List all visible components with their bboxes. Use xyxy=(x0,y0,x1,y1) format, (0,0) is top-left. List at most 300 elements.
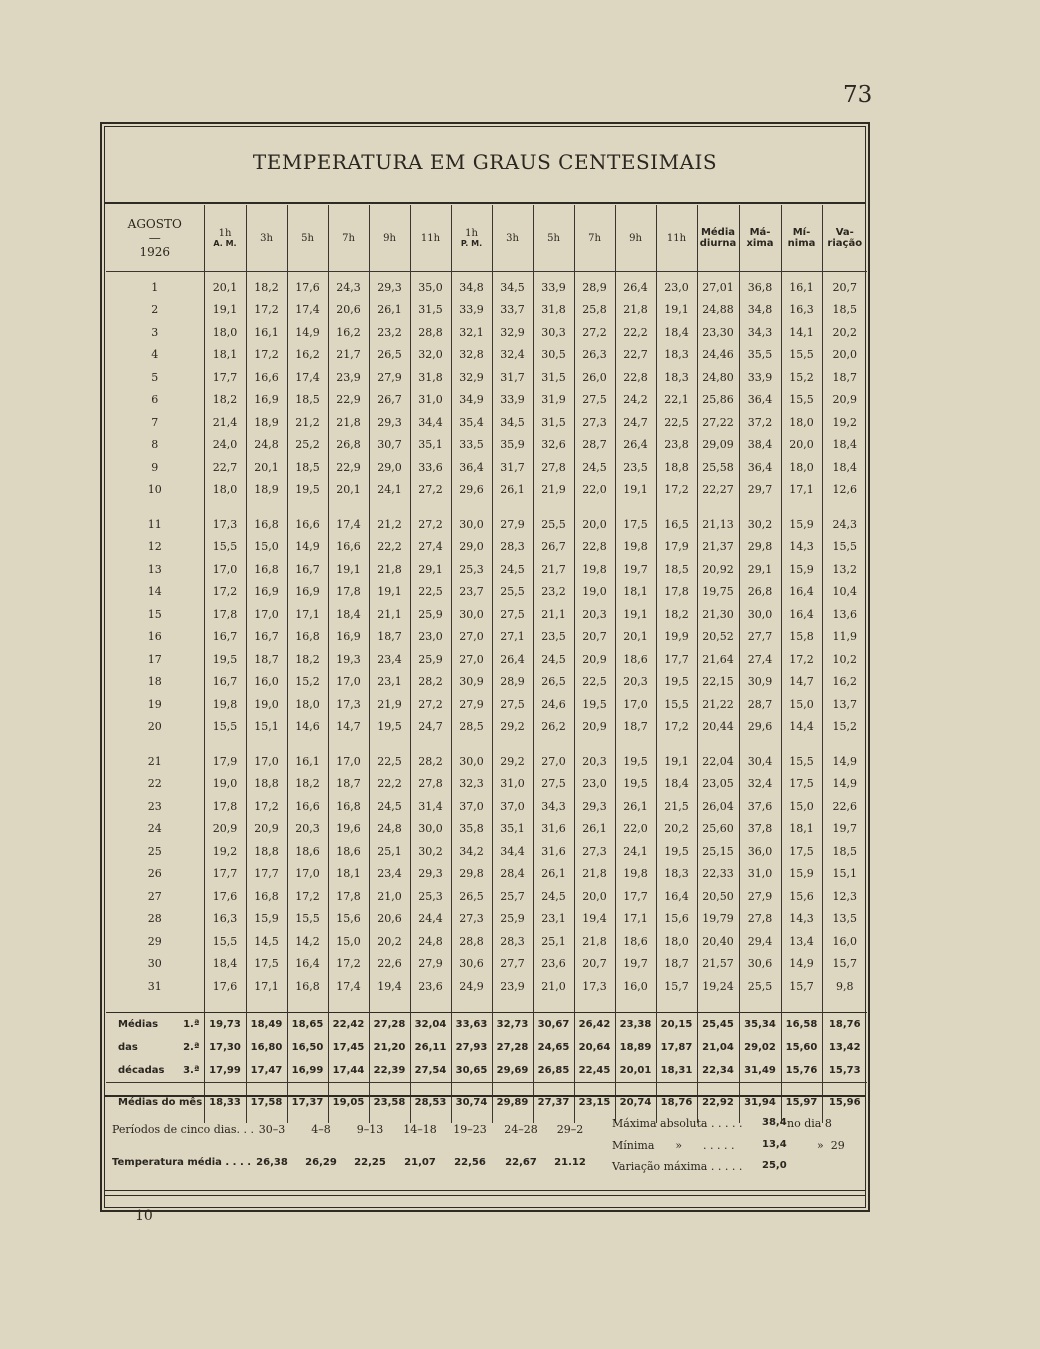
spacer-cell xyxy=(656,998,697,1013)
value-cell: 18,6 xyxy=(615,648,656,671)
media-value-cell: 15,60 xyxy=(781,1036,822,1059)
value-cell: 19,5 xyxy=(656,840,697,863)
table-row xyxy=(106,456,867,479)
hour-header: 1h A. M. xyxy=(204,205,246,272)
value-cell: 21,1 xyxy=(533,603,574,626)
table-row xyxy=(106,626,867,649)
value-cell: 30,0 xyxy=(739,603,781,626)
media-value-cell: 23,38 xyxy=(615,1012,656,1036)
value-cell: 33,7 xyxy=(492,299,533,322)
value-cell: 26,04 xyxy=(697,795,739,818)
value-cell: 14,9 xyxy=(287,536,328,559)
value-cell: 18,5 xyxy=(287,389,328,412)
value-cell: 15,6 xyxy=(328,908,369,931)
value-cell: 22,0 xyxy=(574,479,615,502)
spacer-cell xyxy=(246,738,287,750)
period-temp: 26,38 xyxy=(256,1157,288,1168)
value-cell: 15,7 xyxy=(656,975,697,998)
value-cell: 37,0 xyxy=(451,795,492,818)
value-cell: 21,30 xyxy=(697,603,739,626)
value-cell: 20,1 xyxy=(328,479,369,502)
value-cell: 33,9 xyxy=(451,299,492,322)
spacer-cell xyxy=(739,998,781,1013)
spacer-cell xyxy=(451,998,492,1013)
value-cell: 19,1 xyxy=(656,299,697,322)
day-cell: 23 xyxy=(147,799,162,813)
value-cell: 25,60 xyxy=(697,818,739,841)
day-cell: 27 xyxy=(147,889,162,903)
value-cell: 22,04 xyxy=(697,750,739,773)
value-cell: 17,0 xyxy=(615,693,656,716)
media-mes-value-cell: 20,74 xyxy=(615,1082,656,1123)
media-value-cell: 29,69 xyxy=(492,1059,533,1083)
value-cell: 31,0 xyxy=(410,389,451,412)
value-cell: 15,2 xyxy=(287,671,328,694)
value-cell: 18,4 xyxy=(204,953,246,976)
media-value-cell: 20,64 xyxy=(574,1036,615,1059)
value-cell: 22,5 xyxy=(369,750,410,773)
media-value-cell: 30,65 xyxy=(451,1059,492,1083)
value-cell: 15,5 xyxy=(287,908,328,931)
value-cell: 17,8 xyxy=(204,795,246,818)
value-cell: 19,1 xyxy=(615,479,656,502)
table-row xyxy=(106,930,867,953)
media-value-cell: 16,58 xyxy=(781,1012,822,1036)
value-cell: 17,2 xyxy=(287,885,328,908)
value-cell: 36,8 xyxy=(739,276,781,299)
day-cell: 22 xyxy=(147,777,162,791)
value-cell: 21,4 xyxy=(204,411,246,434)
value-cell: 20,0 xyxy=(781,434,822,457)
value-cell: 20,9 xyxy=(246,818,287,841)
value-cell: 25,5 xyxy=(739,975,781,998)
value-cell: 19,6 xyxy=(328,818,369,841)
page-number: 73 xyxy=(843,82,873,108)
value-cell: 22,1 xyxy=(656,389,697,412)
value-cell: 13,4 xyxy=(781,930,822,953)
value-cell: 19,0 xyxy=(204,773,246,796)
value-cell: 19,24 xyxy=(697,975,739,998)
value-cell: 13,2 xyxy=(822,558,867,581)
media-mes-value-cell: 22,92 xyxy=(697,1082,739,1123)
value-cell: 29,09 xyxy=(697,434,739,457)
value-cell: 15,1 xyxy=(822,863,867,886)
value-cell: 32,9 xyxy=(451,366,492,389)
value-cell: 27,9 xyxy=(410,953,451,976)
value-cell: 19,1 xyxy=(615,603,656,626)
medias-decada-label xyxy=(106,1036,204,1059)
value-cell: 23,30 xyxy=(697,321,739,344)
value-cell: 19,5 xyxy=(615,750,656,773)
table-row xyxy=(106,276,867,299)
hour-header: 7h xyxy=(574,205,615,272)
spacer-cell xyxy=(822,998,867,1013)
value-cell: 18,5 xyxy=(287,456,328,479)
value-cell: 17,4 xyxy=(287,299,328,322)
value-cell: 21,57 xyxy=(697,953,739,976)
value-cell: 21,7 xyxy=(328,344,369,367)
value-cell: 23,8 xyxy=(656,434,697,457)
value-cell: 23,05 xyxy=(697,773,739,796)
table-row xyxy=(106,840,867,863)
value-cell: 21,8 xyxy=(574,930,615,953)
value-cell: 15,5 xyxy=(204,716,246,739)
value-cell: 18,2 xyxy=(204,389,246,412)
value-cell: 17,2 xyxy=(246,299,287,322)
value-cell: 17,0 xyxy=(287,863,328,886)
value-cell: 29,7 xyxy=(739,479,781,502)
spacer-cell xyxy=(822,738,867,750)
value-cell: 31,5 xyxy=(533,366,574,389)
value-cell: 24,7 xyxy=(615,411,656,434)
footer-number: 10 xyxy=(135,1208,153,1224)
value-cell: 17,7 xyxy=(204,366,246,389)
value-cell: 25,1 xyxy=(369,840,410,863)
value-cell: 16,7 xyxy=(246,626,287,649)
decada-number: 2.ª xyxy=(183,1041,200,1053)
value-cell: 19,5 xyxy=(287,479,328,502)
value-cell: 27,9 xyxy=(492,513,533,536)
value-cell: 22,5 xyxy=(656,411,697,434)
value-cell: 20,50 xyxy=(697,885,739,908)
value-cell: 19,75 xyxy=(697,581,739,604)
spacer-cell xyxy=(533,738,574,750)
media-value-cell: 33,63 xyxy=(451,1012,492,1036)
media-mes-value-cell: 19,05 xyxy=(328,1082,369,1123)
value-cell: 16,4 xyxy=(781,581,822,604)
media-value-cell: 15,73 xyxy=(822,1059,867,1083)
value-cell: 24,8 xyxy=(410,930,451,953)
spacer-cell xyxy=(410,998,451,1013)
spacer-cell xyxy=(781,501,822,513)
media-value-cell: 32,04 xyxy=(410,1012,451,1036)
hour-header: 3h xyxy=(246,205,287,272)
media-mes-value-cell: 28,53 xyxy=(410,1082,451,1123)
value-cell: 15,5 xyxy=(822,536,867,559)
day-cell: 25 xyxy=(147,844,162,858)
value-cell: 23,4 xyxy=(369,648,410,671)
value-cell: 16,7 xyxy=(204,671,246,694)
value-cell: 14,7 xyxy=(781,671,822,694)
value-cell: 38,4 xyxy=(739,434,781,457)
minima-header: Mí-nima xyxy=(781,205,822,272)
value-cell: 27,2 xyxy=(574,321,615,344)
value-cell: 16,9 xyxy=(246,581,287,604)
value-cell: 20,40 xyxy=(697,930,739,953)
spacer-cell xyxy=(328,998,369,1013)
value-cell: 24,46 xyxy=(697,344,739,367)
value-cell: 18,0 xyxy=(781,411,822,434)
value-cell: 14,9 xyxy=(781,953,822,976)
value-cell: 26,5 xyxy=(533,671,574,694)
value-cell: 29,8 xyxy=(739,536,781,559)
value-cell: 24,3 xyxy=(328,276,369,299)
value-cell: 29,0 xyxy=(369,456,410,479)
value-cell: 30,4 xyxy=(739,750,781,773)
value-cell: 20,9 xyxy=(574,716,615,739)
medias-mes-label: Médias do mês xyxy=(106,1082,204,1123)
value-cell: 29,3 xyxy=(410,863,451,886)
value-cell: 17,9 xyxy=(656,536,697,559)
value-cell: 30,0 xyxy=(451,750,492,773)
value-cell: 26,4 xyxy=(615,276,656,299)
maxima-header: Má-xima xyxy=(739,205,781,272)
value-cell: 31,6 xyxy=(533,840,574,863)
spacer-cell xyxy=(697,738,739,750)
day-cell: 30 xyxy=(147,957,162,971)
value-cell: 15,5 xyxy=(204,930,246,953)
value-cell: 24,0 xyxy=(204,434,246,457)
value-cell: 19,1 xyxy=(369,581,410,604)
value-cell: 12,6 xyxy=(822,479,867,502)
media-mes-value-cell: 17,37 xyxy=(287,1082,328,1123)
value-cell: 19,7 xyxy=(822,818,867,841)
variacao-maxima-value: 25,0 xyxy=(762,1160,787,1171)
minima-suffix: » 29 xyxy=(817,1139,845,1152)
spacer-cell xyxy=(492,738,533,750)
spacer-cell xyxy=(574,998,615,1013)
media-mes-value-cell: 27,37 xyxy=(533,1082,574,1123)
media-value-cell: 17,99 xyxy=(204,1059,246,1083)
period-range: 9–13 xyxy=(356,1123,384,1136)
value-cell: 19,0 xyxy=(246,693,287,716)
value-cell: 15,5 xyxy=(204,536,246,559)
spacer-cell xyxy=(369,998,410,1013)
value-cell: 26,1 xyxy=(615,795,656,818)
value-cell: 24,9 xyxy=(451,975,492,998)
value-cell: 20,9 xyxy=(574,648,615,671)
value-cell: 22,2 xyxy=(369,536,410,559)
value-cell: 23,0 xyxy=(410,626,451,649)
value-cell: 18,4 xyxy=(822,456,867,479)
spacer-cell xyxy=(615,738,656,750)
value-cell: 18,4 xyxy=(822,434,867,457)
value-cell: 17,6 xyxy=(204,885,246,908)
value-cell: 21,0 xyxy=(533,975,574,998)
value-cell: 19,8 xyxy=(204,693,246,716)
media-value-cell: 18,49 xyxy=(246,1012,287,1036)
medias-gap xyxy=(106,998,867,1013)
value-cell: 22,7 xyxy=(204,456,246,479)
medias-decada-row xyxy=(106,1012,867,1036)
value-cell: 32,8 xyxy=(451,344,492,367)
day-cell: 4 xyxy=(151,348,159,362)
spacer-cell xyxy=(781,738,822,750)
media-value-cell: 29,02 xyxy=(739,1036,781,1059)
day-cell: 11 xyxy=(147,517,162,531)
media-value-cell: 26,85 xyxy=(533,1059,574,1083)
value-cell: 17,2 xyxy=(204,581,246,604)
value-cell: 29,3 xyxy=(369,411,410,434)
month-header xyxy=(106,205,204,272)
value-cell: 14,3 xyxy=(781,536,822,559)
value-cell: 14,5 xyxy=(246,930,287,953)
value-cell: 16,9 xyxy=(328,626,369,649)
day-cell: 9 xyxy=(151,460,159,474)
value-cell: 18,0 xyxy=(204,479,246,502)
value-cell: 32,6 xyxy=(533,434,574,457)
value-cell: 29,2 xyxy=(492,750,533,773)
value-cell: 34,5 xyxy=(492,276,533,299)
value-cell: 20,1 xyxy=(246,456,287,479)
spacer-cell xyxy=(656,738,697,750)
day-cell: 17 xyxy=(147,652,162,666)
value-cell: 24,7 xyxy=(410,716,451,739)
value-cell: 19,5 xyxy=(574,693,615,716)
value-cell: 32,4 xyxy=(492,344,533,367)
period-temp: 22,67 xyxy=(505,1157,537,1168)
value-cell: 26,5 xyxy=(451,885,492,908)
value-cell: 26,3 xyxy=(574,344,615,367)
value-cell: 29,6 xyxy=(739,716,781,739)
value-cell: 21,2 xyxy=(287,411,328,434)
value-cell: 16,7 xyxy=(287,558,328,581)
value-cell: 23,5 xyxy=(615,456,656,479)
value-cell: 37,2 xyxy=(739,411,781,434)
value-cell: 9,8 xyxy=(822,975,867,998)
media-value-cell: 22,45 xyxy=(574,1059,615,1083)
spacer-cell xyxy=(739,501,781,513)
periodos-label: Períodos de cinco dias. . . xyxy=(112,1123,254,1136)
value-cell: 15,8 xyxy=(781,626,822,649)
table-row xyxy=(106,344,867,367)
hour-header: 7h xyxy=(328,205,369,272)
value-cell: 19,1 xyxy=(204,299,246,322)
value-cell: 23,1 xyxy=(533,908,574,931)
value-cell: 24,5 xyxy=(533,648,574,671)
spacer-cell xyxy=(781,998,822,1013)
value-cell: 27,8 xyxy=(533,456,574,479)
value-cell: 24,1 xyxy=(369,479,410,502)
value-cell: 23,5 xyxy=(533,626,574,649)
value-cell: 36,0 xyxy=(739,840,781,863)
value-cell: 27,9 xyxy=(369,366,410,389)
media-value-cell: 16,50 xyxy=(287,1036,328,1059)
value-cell: 17,2 xyxy=(781,648,822,671)
maxima-absoluta-label: Máxima absoluta . . . . . xyxy=(612,1117,743,1130)
value-cell: 14,4 xyxy=(781,716,822,739)
value-cell: 34,9 xyxy=(451,389,492,412)
spacer-cell xyxy=(204,501,246,513)
value-cell: 17,7 xyxy=(204,863,246,886)
hour-header: 1h P. M. xyxy=(451,205,492,272)
value-cell: 18,7 xyxy=(615,716,656,739)
value-cell: 32,3 xyxy=(451,773,492,796)
media-mes-value-cell: 23,15 xyxy=(574,1082,615,1123)
medias-decada-label xyxy=(106,1059,204,1083)
value-cell: 20,7 xyxy=(822,276,867,299)
media-value-cell: 17,47 xyxy=(246,1059,287,1083)
value-cell: 27,7 xyxy=(739,626,781,649)
value-cell: 16,2 xyxy=(328,321,369,344)
table-row xyxy=(106,536,867,559)
value-cell: 20,7 xyxy=(574,626,615,649)
media-value-cell: 20,15 xyxy=(656,1012,697,1036)
value-cell: 15,0 xyxy=(781,795,822,818)
value-cell: 33,9 xyxy=(492,389,533,412)
value-cell: 25,9 xyxy=(492,908,533,931)
value-cell: 35,5 xyxy=(739,344,781,367)
value-cell: 26,1 xyxy=(533,863,574,886)
value-cell: 30,9 xyxy=(451,671,492,694)
value-cell: 33,9 xyxy=(739,366,781,389)
value-cell: 29,0 xyxy=(451,536,492,559)
day-cell: 24 xyxy=(147,822,162,836)
spacer-cell xyxy=(287,998,328,1013)
value-cell: 27,5 xyxy=(492,603,533,626)
media-diurna-header: Média diurna xyxy=(697,205,739,272)
value-cell: 16,8 xyxy=(287,975,328,998)
value-cell: 18,4 xyxy=(656,773,697,796)
medias-mes-row xyxy=(106,1082,867,1123)
value-cell: 30,3 xyxy=(533,321,574,344)
variacao-header: Va-riação xyxy=(822,205,867,272)
table-row xyxy=(106,389,867,412)
value-cell: 17,0 xyxy=(204,558,246,581)
media-mes-value-cell: 30,74 xyxy=(451,1082,492,1123)
year-label: 1926 xyxy=(139,245,171,259)
value-cell: 19,8 xyxy=(615,536,656,559)
value-cell: 29,3 xyxy=(369,276,410,299)
value-cell: 16,9 xyxy=(246,389,287,412)
value-cell: 26,5 xyxy=(369,344,410,367)
value-cell: 25,5 xyxy=(492,581,533,604)
value-cell: 30,0 xyxy=(451,513,492,536)
value-cell: 17,0 xyxy=(328,750,369,773)
value-cell: 17,0 xyxy=(328,671,369,694)
value-cell: 16,5 xyxy=(656,513,697,536)
value-cell: 31,8 xyxy=(533,299,574,322)
day-cell: 7 xyxy=(151,415,159,429)
value-cell: 19,5 xyxy=(369,716,410,739)
value-cell: 18,6 xyxy=(328,840,369,863)
table-row xyxy=(106,953,867,976)
value-cell: 18,5 xyxy=(822,840,867,863)
value-cell: 18,8 xyxy=(246,773,287,796)
value-cell: 29,1 xyxy=(410,558,451,581)
value-cell: 18,5 xyxy=(822,299,867,322)
spacer-cell xyxy=(739,738,781,750)
value-cell: 15,9 xyxy=(781,513,822,536)
media-value-cell: 26,42 xyxy=(574,1012,615,1036)
table-row xyxy=(106,795,867,818)
media-value-cell: 26,11 xyxy=(410,1036,451,1059)
table-row xyxy=(106,818,867,841)
value-cell: 31,7 xyxy=(492,456,533,479)
value-cell: 33,6 xyxy=(410,456,451,479)
media-mes-value-cell: 31,94 xyxy=(739,1082,781,1123)
spacer-cell xyxy=(697,998,739,1013)
day-cell: 16 xyxy=(147,630,162,644)
value-cell: 23,4 xyxy=(369,863,410,886)
hour-header: 5h xyxy=(533,205,574,272)
value-cell: 19,7 xyxy=(615,953,656,976)
value-cell: 32,1 xyxy=(451,321,492,344)
table-row xyxy=(106,558,867,581)
value-cell: 17,2 xyxy=(246,344,287,367)
value-cell: 31,7 xyxy=(492,366,533,389)
value-cell: 15,7 xyxy=(781,975,822,998)
value-cell: 16,9 xyxy=(287,581,328,604)
value-cell: 30,0 xyxy=(451,603,492,626)
media-value-cell: 21,20 xyxy=(369,1036,410,1059)
value-cell: 16,1 xyxy=(287,750,328,773)
value-cell: 28,4 xyxy=(492,863,533,886)
value-cell: 20,9 xyxy=(822,389,867,412)
value-cell: 19,79 xyxy=(697,908,739,931)
value-cell: 25,15 xyxy=(697,840,739,863)
value-cell: 31,4 xyxy=(410,795,451,818)
